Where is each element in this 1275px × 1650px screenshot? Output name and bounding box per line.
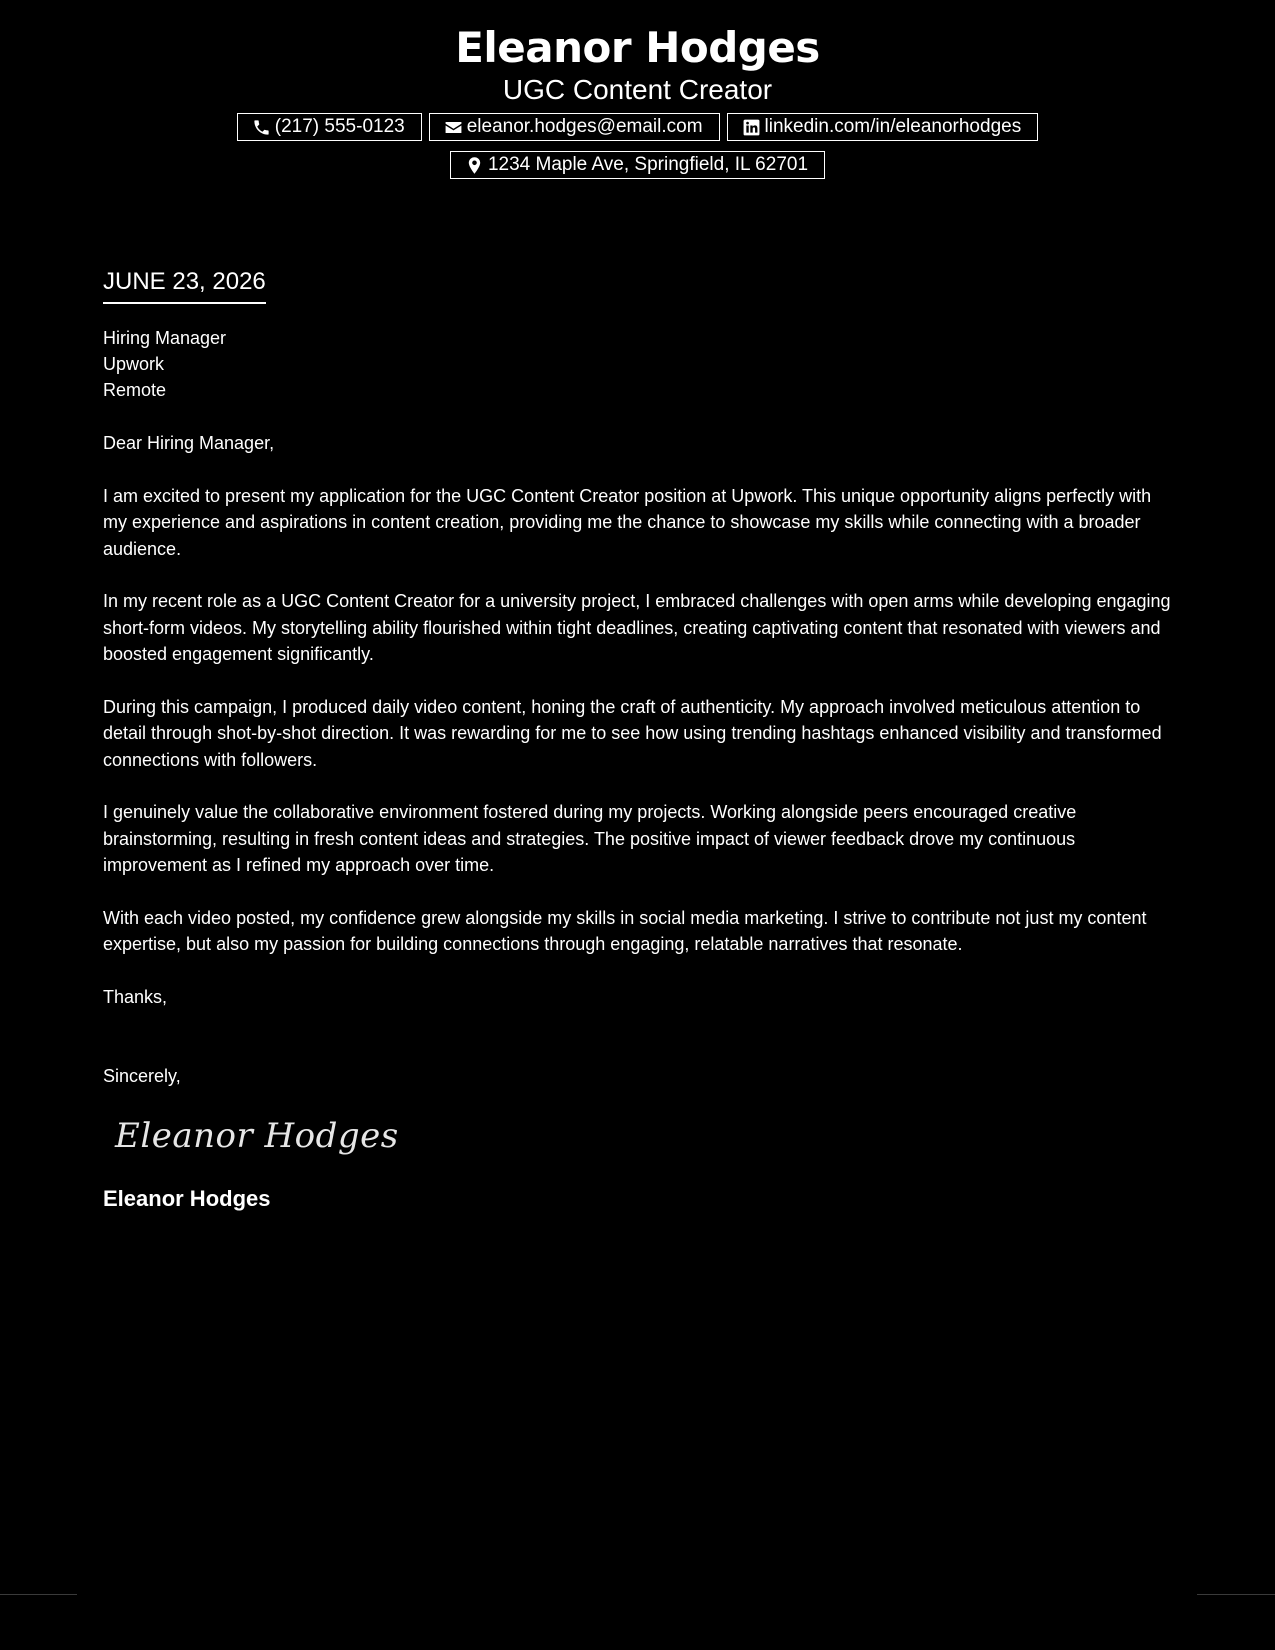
address-contact [450,151,825,179]
linkedin-text: linkedin.com/in/eleanorhodges [764,116,1022,137]
footer-divider [0,1594,77,1595]
contact-row [0,113,1275,141]
signer-name: Eleanor Hodges [103,1185,271,1211]
paragraph: With each video posted, my confidence grew alongside my skills in social media marketing. I strive to contribute not just my content expertise, but also my passion for building connections through engaging, relatable narratives that resonate. [103,907,1147,954]
recipient-location: Remote [103,380,167,400]
phone-icon [252,118,271,137]
salutation: Dear Hiring Manager, [103,433,275,453]
recipient-title: Hiring Manager [103,328,227,348]
map-pin-icon [465,156,484,175]
phone-contact[interactable] [237,113,422,141]
linkedin-contact[interactable] [727,113,1039,141]
email-text: eleanor.hodges@email.com [466,116,703,137]
recipient-block [103,325,1178,403]
email-contact[interactable] [429,113,720,141]
paragraph: In my recent role as a UGC Content Creator for a university project, I embraced challenges with open arms while developing engaging short-form videos. My storytelling ability flourished within tight deadlines, creating captivating content that resonated with viewers and boosted engagement significantly. [103,591,1171,664]
letter-header [0,22,1275,106]
phone-text: (217) 555-0123 [274,116,405,137]
letter-body [103,268,1178,1213]
contact-row [0,151,1275,179]
letter-date: JUNE 23, 2026 [103,268,266,304]
applicant-name: Eleanor Hodges [455,23,820,72]
closing-thanks: Thanks, [103,986,168,1007]
paragraph: I genuinely value the collaborative environment fostered during my projects. Working alongside peers encouraged creative brainstorming, resulting in fresh content ideas and strategies. The positive impact of viewer feedback drove my continuous improvement as I refined my approach over time. [103,802,1077,875]
applicant-role: UGC Content Creator [502,74,773,105]
linkedin-icon [742,118,761,137]
handwritten-signature: Eleanor Hodges [115,1115,399,1156]
paragraph: During this campaign, I produced daily video content, honing the craft of authenticity. My approach involved meticulous attention to detail through shot-by-shot direction. It was rewarding for me to see how using trending hashtags enhanced visibility and transformed connections with followers. [103,696,1162,770]
recipient-company: Upwork [103,354,165,374]
footer-divider [1197,1594,1275,1595]
envelope-icon [444,118,463,137]
address-text: 1234 Maple Ave, Springfield, IL 62701 [487,154,809,175]
paragraph: I am excited to present my application for the UGC Content Creator position at Upwork. This unique opportunity aligns perfectly with my experience and aspirations in content creation, providing me the chance to showcase my skills while connecting with a broader audience. [103,485,1152,559]
sign-off: Sincerely, [103,1066,181,1086]
